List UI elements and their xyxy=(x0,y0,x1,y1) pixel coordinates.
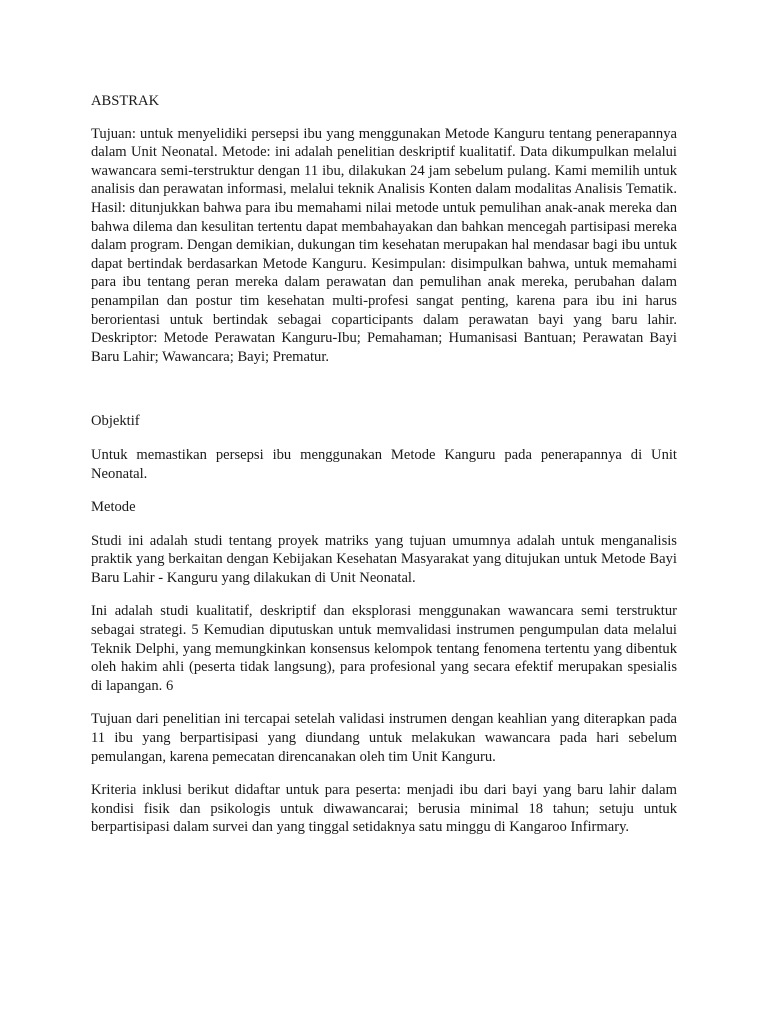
objective-heading: Objektif xyxy=(91,413,140,430)
objective-paragraph: Untuk memastikan persepsi ibu menggunakan Metode Kanguru pada penerapannya di Unit Neonatal. xyxy=(91,446,677,482)
abstract-paragraph: Tujuan: untuk menyelidiki persepsi ibu yang menggunakan Metode Kanguru tentang penerapannya dalam Unit Neonatal. Metode: ini adalah penelitian deskriptif kualitatif. Data dikumpulkan melalui wawancara semi-terstruktur dengan 11 ibu, dilakukan 24 jam sebelum pulang. Kami memilih untuk analisis dan perawatan informasi, melalui teknik Analisis Konten dalam modalitas Analisis Tematik. Hasil: ditunjukkan bahwa para ibu memahami nilai metode untuk pemulihan anak-anak mereka dan bahwa dilema dan kesulitan tertentu dapat membahayakan dan bahkan mencegah partisipasi mereka dalam program. Dengan demikian, dukungan tim kesehatan merupakan hal mendasar bagi ibu untuk dapat bertindak berdasarkan Metode Kanguru. Kesimpulan: disimpulkan bahwa, untuk memahami para ibu tentang peran mereka dalam perawatan dan pemulihan anak mereka, perubahan dalam penampilan dan postur tim kesehatan multi-profesi sangat penting, karena para ibu ini harus berorientasi untuk bertindak sebagai coparticipants dalam perawatan bayi yang baru lahir. Deskriptor: Metode Perawatan Kanguru-Ibu; Pemahaman; Humanisasi Bantuan; Perawatan Bayi Baru Lahir; Wawancara; Bayi; Prematur. xyxy=(91,125,678,365)
method-paragraph-1: Studi ini adalah studi tentang proyek matriks yang tujuan umumnya adalah untuk menganalisis praktik yang berkaitan dengan Kebijakan Kesehatan Masyarakat yang ditujukan untuk Metode Bayi Baru Lahir - Kanguru yang dilakukan di Unit Neonatal. xyxy=(91,532,677,586)
method-paragraph-2: Ini adalah studi kualitatif, deskriptif dan eksplorasi menggunakan wawancara semi terstruktur sebagai strategi. 5 Kemudian diputuskan untuk memvalidasi instrumen pengumpulan data melalui Teknik Delphi, yang memungkinkan konsensus kelompok tentang fenomena tertentu yang dibentuk oleh hakim ahli (peserta tidak langsung), para profesional yang secara efektif merupakan spesialis di lapangan. 6 xyxy=(91,603,677,694)
method-paragraph-4: Kriteria inklusi berikut didaftar untuk para peserta: menjadi ibu dari bayi yang baru lahir dalam kondisi fisik dan psikologis untuk diwawancarai; berusia minimal 18 tahun; setuju untuk berpartisipasi dalam survei dan yang tinggal setidaknya satu minggu di Kangaroo Infirmary. xyxy=(91,782,677,836)
abstract-heading: ABSTRAK xyxy=(91,93,160,109)
document-page xyxy=(91,92,677,852)
method-heading: Metode xyxy=(91,499,136,516)
method-paragraph-3: Tujuan dari penelitian ini tercapai setelah validasi instrumen dengan keahlian yang diterapkan pada 11 ibu yang berpartisipasi yang diundang untuk melakukan wawancara pada hari sebelum pemulangan, karena pemecatan direncanakan oleh tim Unit Kanguru. xyxy=(91,711,677,765)
